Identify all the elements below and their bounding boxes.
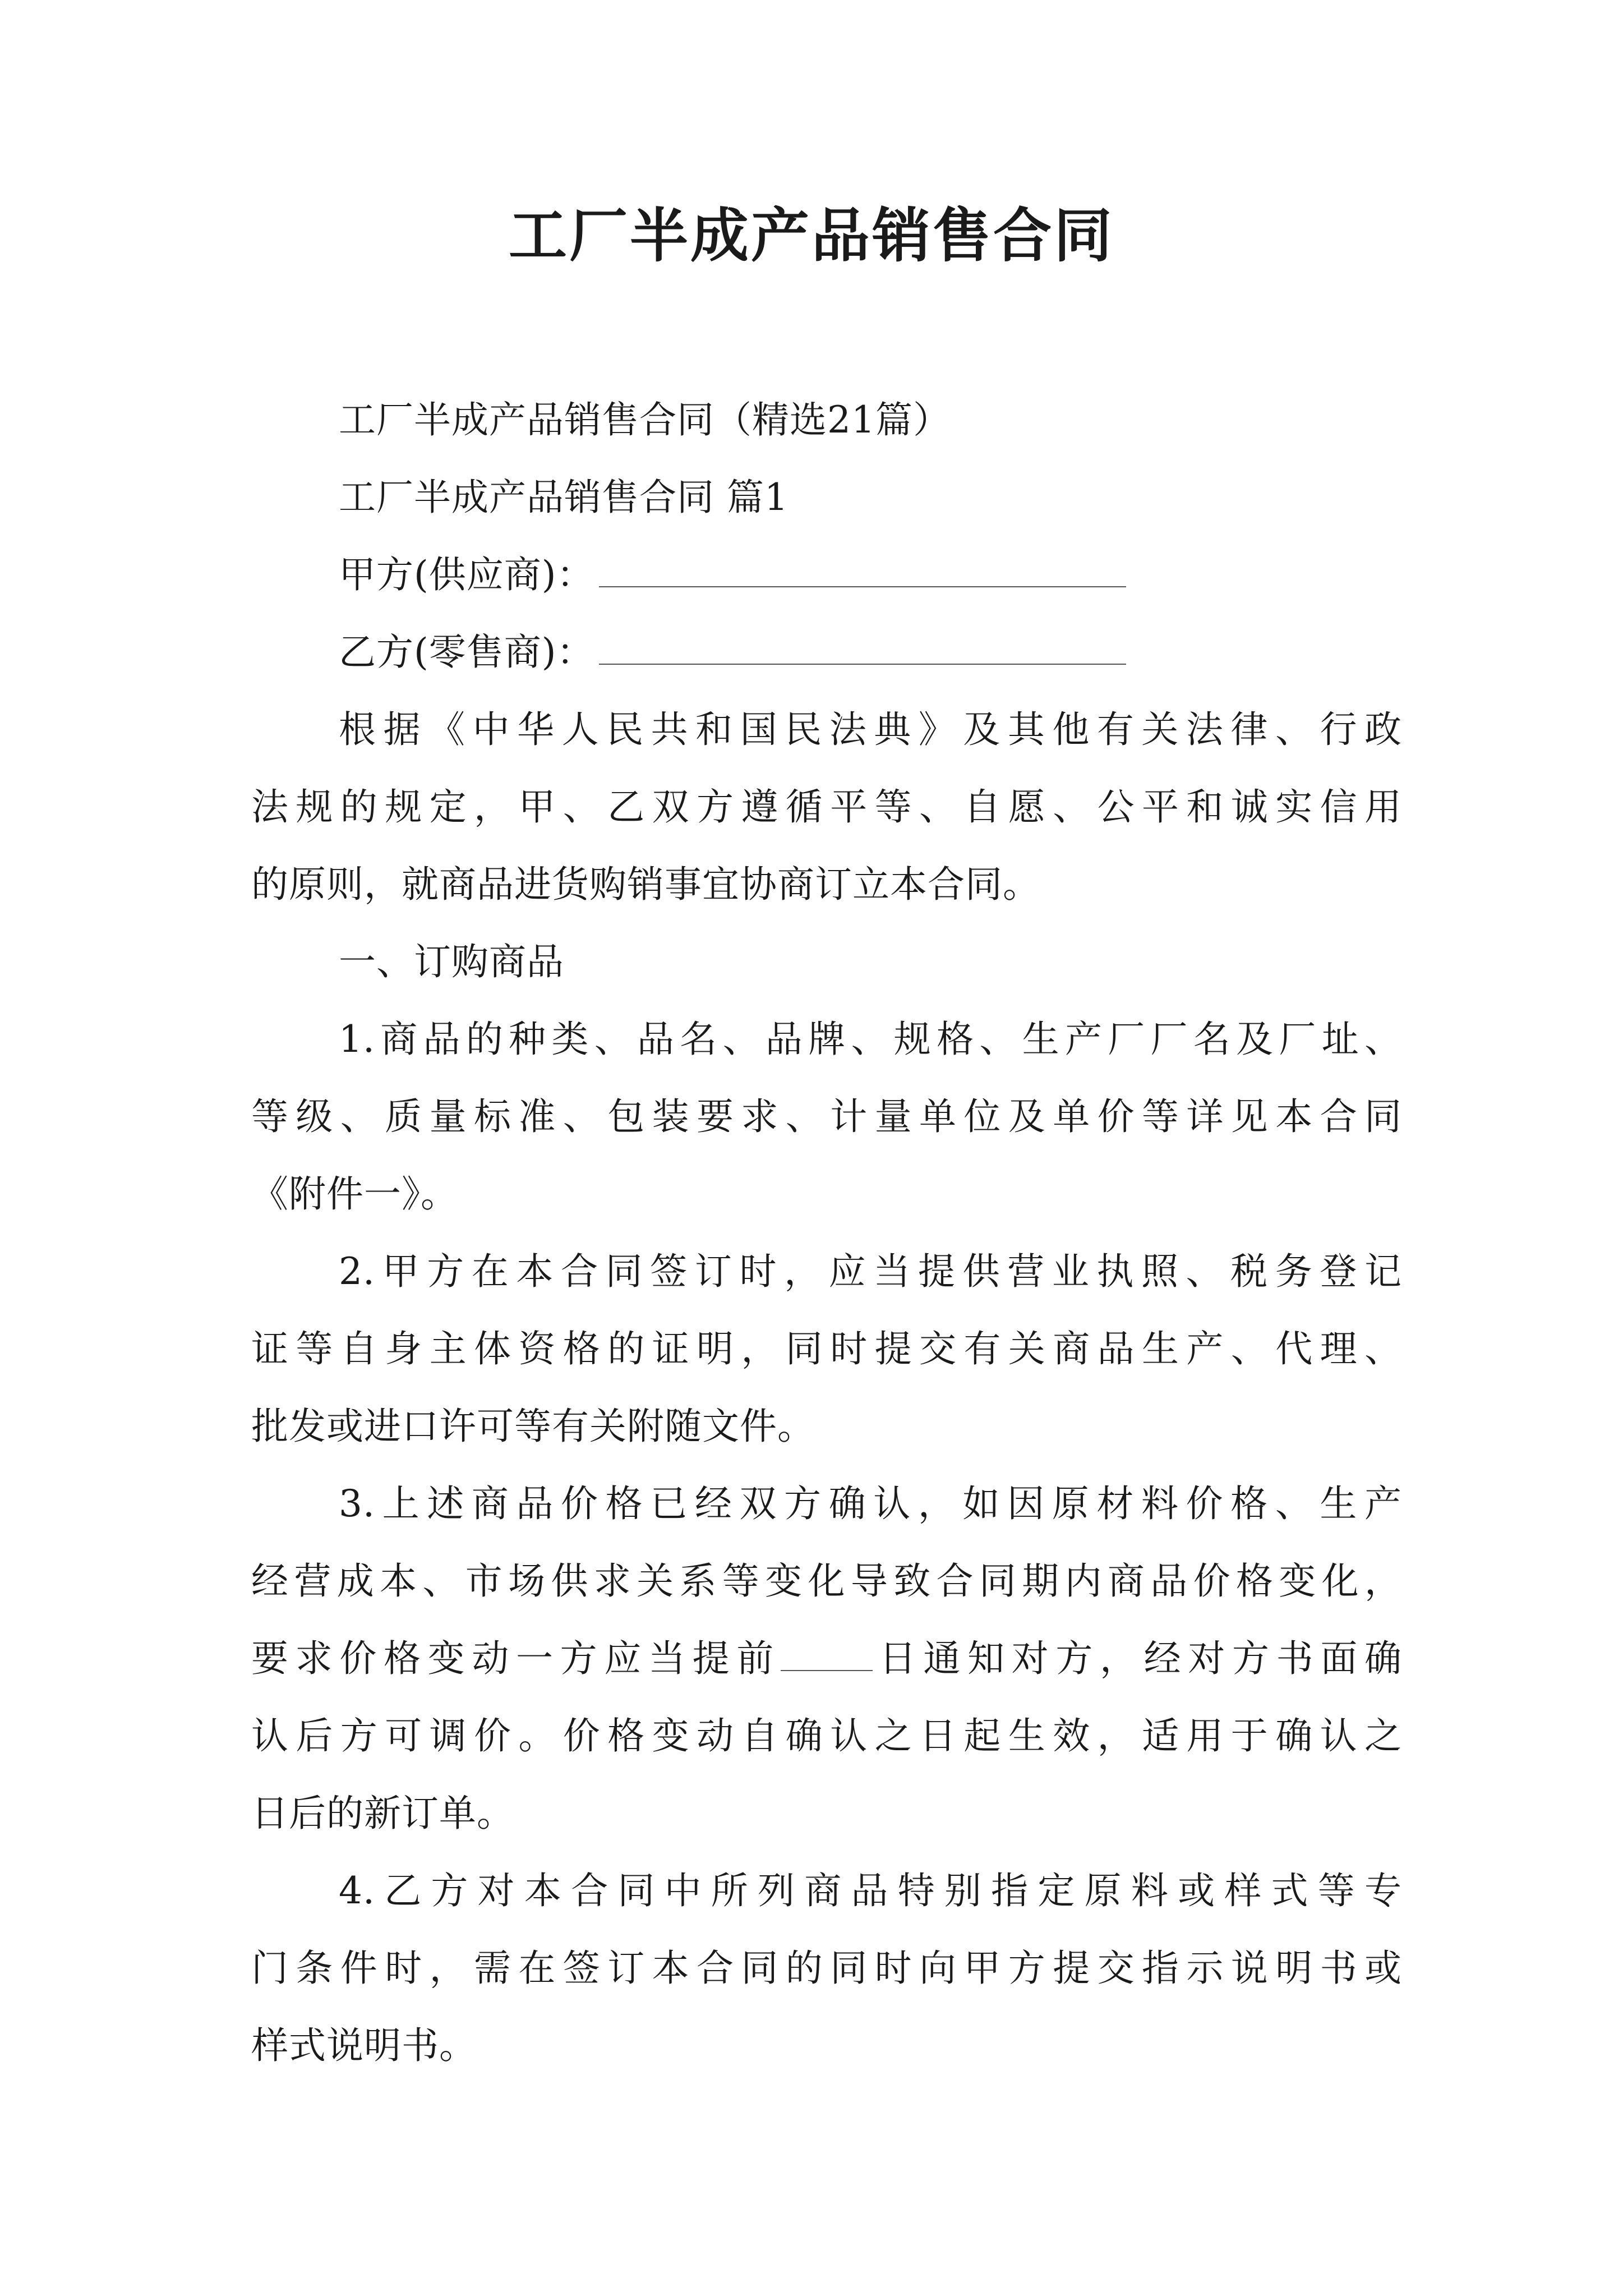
days-blank — [781, 1636, 873, 1671]
document-title: 工厂半成产品销售合同 — [508, 201, 1114, 270]
paragraph-line: 《附件一》。 — [251, 1172, 458, 1216]
clause-3-text-after-blank: 日通知对方，经对方书面确 — [873, 1637, 1402, 1680]
party-b-blank — [599, 630, 1126, 665]
paragraph-line: 1.商品的种类、品名、品牌、规格、生产厂厂名及厂址、 — [339, 1018, 1402, 1061]
paragraph-line: 2.甲方在本合同签订时，应当提供营业执照、税务登记 — [339, 1250, 1402, 1293]
party-a-row — [251, 536, 1402, 614]
paragraph-line: 证等自身主体资格的证明，同时提交有关商品生产、代理、 — [251, 1327, 1402, 1370]
paragraph-line: 认后方可调价。价格变动自确认之日起生效，适用于确认之 — [251, 1714, 1402, 1757]
paragraph-line: 等级、质量标准、包装要求、计量单位及单价等详见本合同 — [251, 1095, 1402, 1138]
paragraph-line: 经营成本、市场供求关系等变化导致合同期内商品价格变化， — [251, 1559, 1402, 1603]
paragraph-line: 4.乙方对本合同中所列商品特别指定原料或样式等专 — [339, 1869, 1402, 1912]
clause-1 — [251, 1001, 1402, 1233]
paragraph-line: 的原则，就商品进货购销事宜协商订立本合同。 — [251, 863, 1040, 906]
paragraph-line: 批发或进口许可等有关附随文件。 — [251, 1405, 815, 1448]
document-body — [251, 381, 1402, 2085]
clause-3 — [251, 1465, 1402, 1852]
intro-paragraph — [251, 691, 1402, 923]
party-b-label: 乙方(零售商)： — [339, 631, 594, 674]
paragraph-line: 日后的新订单。 — [251, 1792, 514, 1835]
clause-3-text-before-blank: 要求价格变动一方应当提前 — [251, 1637, 781, 1680]
paragraph-line: 法规的规定，甲、乙双方遵循平等、自愿、公平和诚实信用 — [251, 785, 1402, 829]
paragraph-line: 样式说明书。 — [251, 2024, 477, 2067]
heading-order-goods: 一、订购商品 — [339, 940, 564, 983]
paragraph-line: 3.上述商品价格已经双方确认，如因原材料价格、生产 — [339, 1482, 1402, 1525]
clause-2 — [251, 1233, 1402, 1465]
document-subtitle: 工厂半成产品销售合同（精选21篇） — [339, 398, 951, 441]
party-a-label: 甲方(供应商)： — [339, 553, 594, 596]
party-a-blank — [599, 553, 1126, 587]
paragraph-line: 门条件时，需在签订本合同的同时向甲方提交指示说明书或 — [251, 1947, 1402, 1990]
paragraph-line: 根据《中华人民共和国民法典》及其他有关法律、行政 — [339, 708, 1402, 751]
section-heading: 工厂半成产品销售合同 篇1 — [339, 476, 789, 519]
clause-4 — [251, 1852, 1402, 2085]
paragraph-line-with-blank — [251, 1620, 1402, 1697]
party-b-row — [251, 614, 1402, 691]
